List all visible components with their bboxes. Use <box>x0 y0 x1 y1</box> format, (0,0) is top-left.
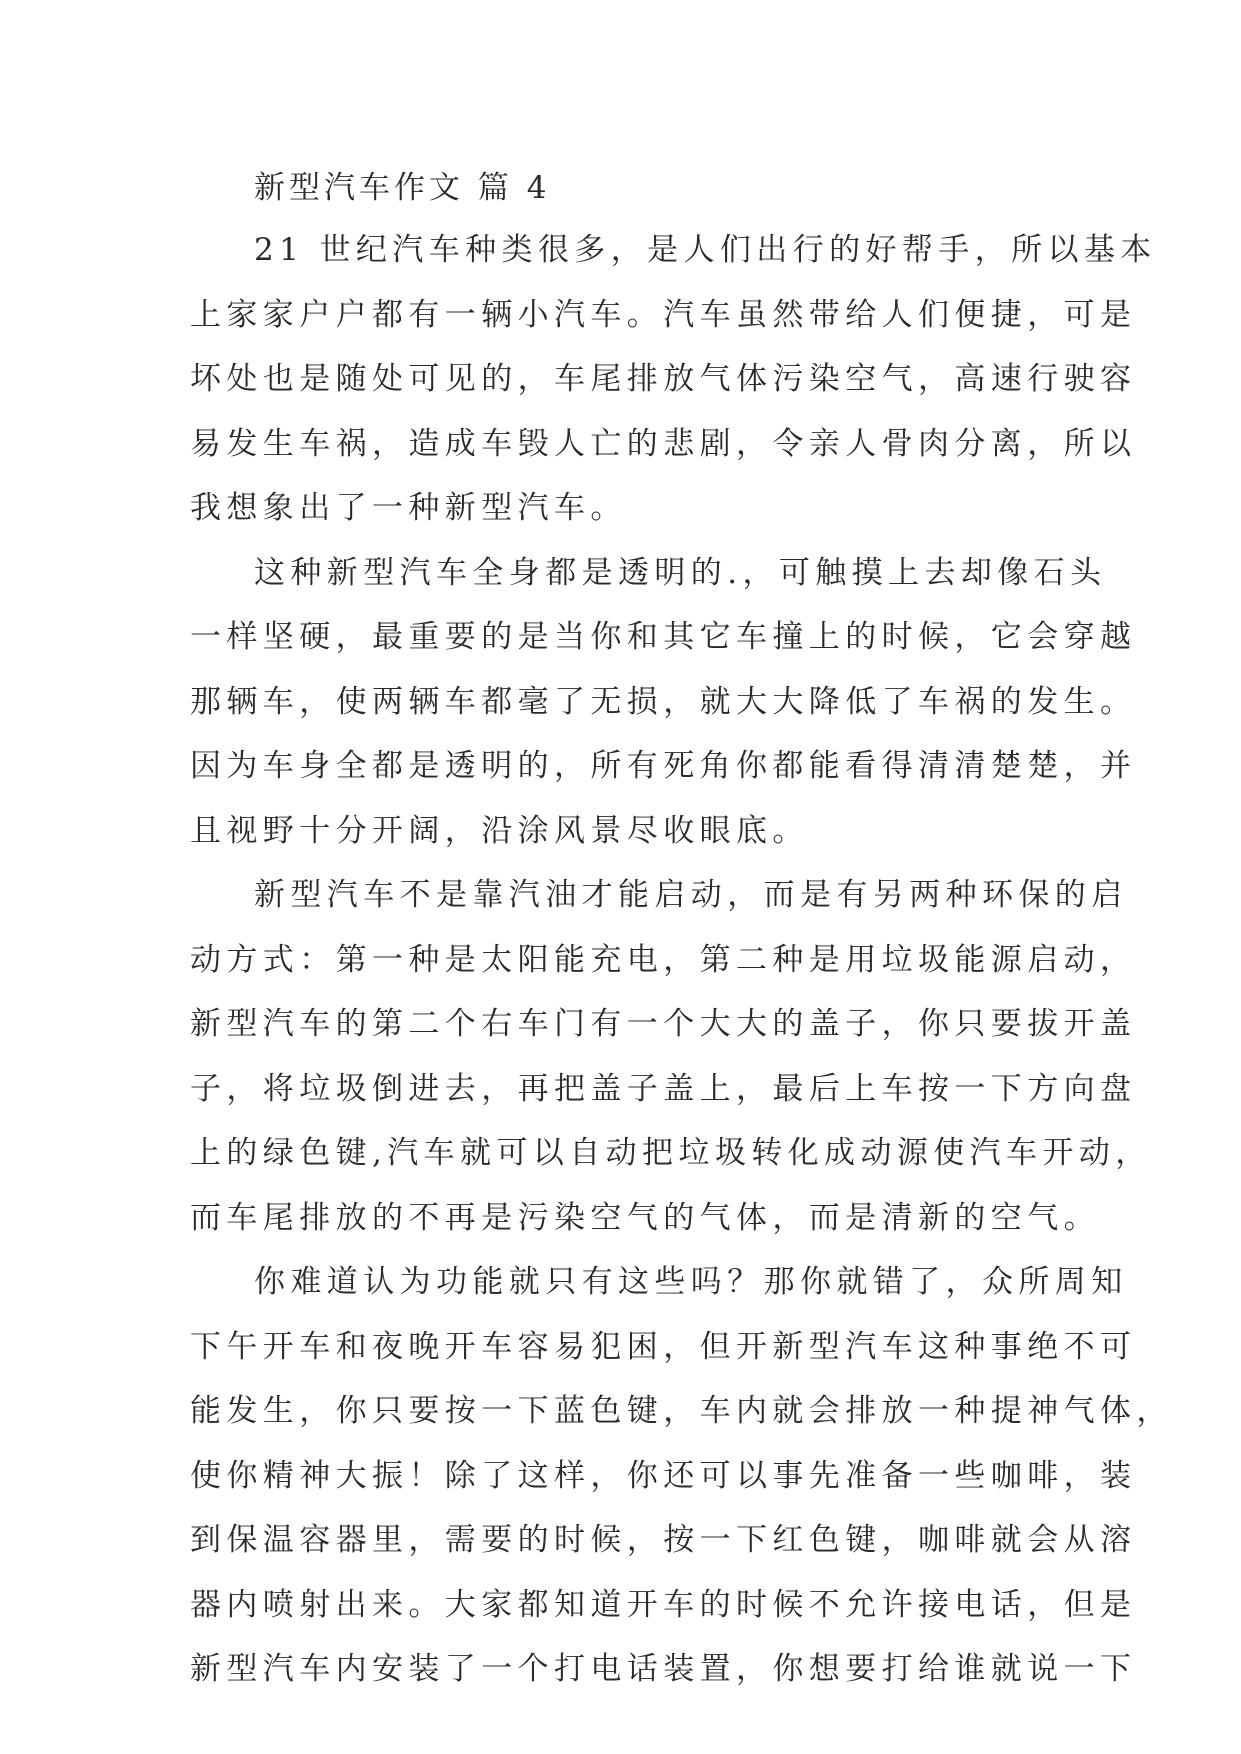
text-line: 能发生，你只要按一下蓝色键，车内就会排放一种提神气体， <box>190 1393 1173 1429</box>
paragraph-1 <box>190 218 1157 541</box>
paragraph-2 <box>190 541 1137 864</box>
text-line: 这种新型汽车全身都是透明的.，可触摸上去却像石头 <box>254 554 1107 591</box>
text-line: 你难道认为功能就只有这些吗？那你就错了，众所周知 <box>254 1264 1128 1300</box>
text-line: 新型汽车内安装了一个打电话装置，你想要打给谁就说一下 <box>190 1651 1137 1687</box>
text-line: 因为车身全都是透明的，所有死角你都能看得清清楚楚，并 <box>190 748 1137 784</box>
text-line: 新型汽车不是靠汽油才能启动，而是有另两种环保的启 <box>254 877 1128 913</box>
text-line: 一样坚硬，最重要的是当你和其它车撞上的时候，它会穿越 <box>190 619 1137 655</box>
paragraph-3 <box>190 863 1152 1250</box>
text-line: 21 世纪汽车种类很多，是人们出行的好帮手，所以基本 <box>254 232 1157 268</box>
text-line: 我想象出了一种新型汽车。 <box>190 490 627 526</box>
text-line: 使你精神大振！除了这样，你还可以事先准备一些咖啡，装 <box>190 1457 1137 1494</box>
text-line: 新型汽车的第二个右车门有一个大大的盖子，你只要拔开盖 <box>190 1006 1137 1042</box>
text-line: 动方式：第一种是太阳能充电，第二种是用垃圾能源启动， <box>190 941 1137 978</box>
text-line: 子，将垃圾倒进去，再把盖子盖上，最后上车按一下方向盘 <box>190 1070 1137 1107</box>
document-title: 新型汽车作文 篇 4 <box>254 170 551 206</box>
text-line: 上家家户户都有一辆小汽车。汽车虽然带给人们便捷，可是 <box>190 296 1137 333</box>
text-line: 那辆车，使两辆车都毫了无损，就大大降低了车祸的发生。 <box>190 683 1137 720</box>
text-line: 上的绿色键,汽车就可以自动把垃圾转化成动源使汽车开动， <box>190 1135 1152 1171</box>
document-body <box>190 158 1173 1702</box>
text-line: 而车尾排放的不再是污染空气的气体，而是清新的空气。 <box>190 1199 1100 1236</box>
paragraph-4 <box>190 1250 1173 1702</box>
text-line: 到保温容器里，需要的时候，按一下红色键，咖啡就会从溶 <box>190 1522 1137 1558</box>
text-line: 器内喷射出来。大家都知道开车的时候不允许接电话，但是 <box>190 1586 1137 1623</box>
text-line: 且视野十分开阔，沿涂风景尽收眼底。 <box>190 812 809 849</box>
text-line: 下午开车和夜晚开车容易犯困，但开新型汽车这种事绝不可 <box>190 1328 1137 1365</box>
text-line: 坏处也是随处可见的，车尾排放气体污染空气，高速行驶容 <box>190 361 1137 397</box>
text-line: 易发生车祸，造成车毁人亡的悲剧，令亲人骨肉分离，所以 <box>190 425 1137 462</box>
